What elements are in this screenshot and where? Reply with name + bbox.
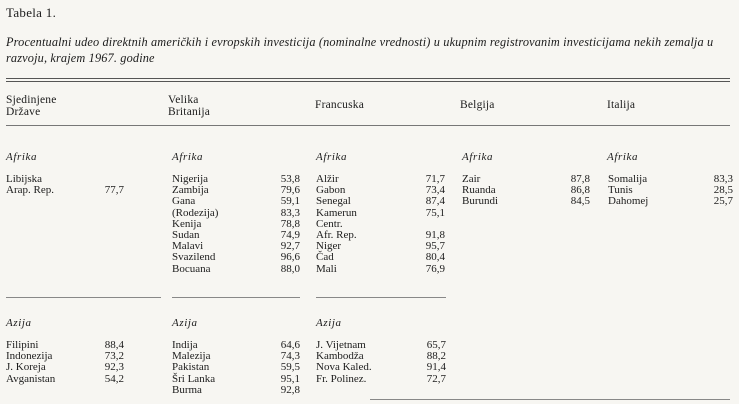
country-name: J. Koreja	[6, 361, 46, 374]
header-rule	[6, 125, 730, 126]
africa-list-velika-britanija	[172, 174, 300, 275]
column-header-velika-britanija: Velika Britanija	[168, 94, 211, 118]
country-name: Somalija	[608, 173, 648, 185]
table-row	[316, 196, 445, 207]
investment-share-value: 74,9	[280, 228, 300, 241]
country-name: Indonezija	[6, 350, 53, 363]
country-name: Zair	[462, 173, 481, 185]
investment-share-value: 71,7	[425, 173, 445, 185]
investment-share-value: 74,3	[280, 350, 300, 363]
investment-share-value: 73,2	[104, 350, 124, 363]
country-name: Burundi	[462, 195, 499, 208]
country-name: Kambodža	[316, 350, 364, 363]
investment-share-value: 95,7	[425, 240, 445, 253]
investment-share-value: 88,4	[104, 339, 124, 351]
table-row	[172, 264, 300, 275]
investment-share-value: 28,5	[713, 184, 733, 197]
investment-share-value: 65,7	[426, 339, 446, 351]
investment-share-value: 87,4	[425, 195, 445, 208]
region-label-asia: Azija	[172, 317, 198, 329]
investment-share-value: 53,8	[280, 173, 300, 185]
country-name: Fr. Polinez.	[316, 372, 367, 385]
investment-share-value: 73,4	[425, 184, 445, 197]
country-name: Ruanda	[462, 184, 496, 197]
investment-share-value: 88,0	[280, 262, 300, 275]
region-label-africa: Afrika	[462, 151, 494, 163]
investment-share-value: 79,6	[280, 184, 300, 197]
country-name: Nova Kaled.	[316, 361, 372, 374]
country-name: Libijska	[6, 173, 43, 185]
country-name: Kenija	[172, 217, 202, 230]
africa-list-italija	[608, 174, 733, 208]
column-header-belgija: Belgija	[460, 99, 495, 111]
table-row	[316, 374, 446, 385]
investment-share-value: 95,1	[280, 372, 300, 385]
section-rule	[6, 297, 161, 298]
investment-share-value: 75,1	[425, 206, 445, 219]
country-name: Burma	[172, 383, 202, 396]
country-name: Avganistan	[6, 372, 56, 385]
country-name: Centr.	[316, 217, 343, 230]
country-name: Malezija	[172, 350, 211, 363]
investment-share-value: 83,3	[280, 206, 300, 219]
asia-list-francuska	[316, 340, 446, 385]
country-name: Mali	[316, 262, 337, 275]
top-rule	[6, 78, 730, 79]
country-name: Tunis	[608, 184, 633, 197]
investment-share-value: 87,8	[570, 173, 590, 185]
country-name: Zambija	[172, 184, 209, 197]
investment-share-value: 86,8	[570, 184, 590, 197]
investment-share-value: 91,4	[426, 361, 446, 374]
table-row	[6, 185, 124, 196]
country-name: (Rodezija)	[172, 206, 219, 219]
region-label-africa: Afrika	[6, 151, 38, 163]
investment-share-value: 88,2	[426, 350, 446, 363]
country-name: Nigerija	[172, 173, 209, 185]
section-rule	[172, 297, 300, 298]
table-row	[172, 362, 300, 373]
investment-share-value: 72,7	[426, 372, 446, 385]
investment-share-value: 59,1	[280, 195, 300, 208]
africa-list-sad	[6, 174, 124, 196]
investment-share-value: 92,7	[280, 240, 300, 253]
investment-share-value: 96,6	[280, 251, 300, 264]
country-name: Filipini	[6, 339, 39, 351]
investment-share-value: 91,8	[425, 228, 445, 241]
table-row	[6, 374, 124, 385]
table-row	[316, 264, 445, 275]
table-row	[172, 252, 300, 263]
table-caption: Procentualni udeo direktnih američkih i evropskih investicija (nominalne vrednosti) u ukupnim registrovanim investicijama nekih zemalja u razvoju, krajem 1967. godine	[6, 35, 714, 65]
country-name: Senegal	[316, 195, 351, 208]
investment-share-value: 77,7	[104, 184, 124, 197]
bottom-rule	[370, 399, 730, 400]
table-row	[172, 196, 300, 207]
investment-share-value: 92,8	[280, 383, 300, 396]
country-name: Gana	[172, 195, 196, 208]
column-header-italija: Italija	[607, 99, 636, 111]
investment-share-value: 59,5	[280, 361, 300, 374]
top-rule-double	[6, 81, 730, 82]
table-row	[6, 362, 124, 373]
column-header-sad: Sjedinjene Države	[6, 94, 57, 118]
country-name: Niger	[316, 240, 342, 253]
investment-share-value: 64,6	[280, 339, 300, 351]
africa-list-belgija	[462, 174, 590, 208]
investment-share-value: 76,9	[425, 262, 445, 275]
table-row	[462, 196, 590, 207]
country-name: Svazilend	[172, 251, 216, 264]
investment-share-value: 84,5	[570, 195, 590, 208]
investment-share-value: 78,8	[280, 217, 300, 230]
region-label-africa: Afrika	[316, 151, 348, 163]
table-row	[172, 385, 300, 396]
country-name: Dahomej	[608, 195, 649, 208]
africa-list-francuska	[316, 174, 445, 275]
country-name: J. Vijetnam	[316, 339, 366, 351]
country-name: Malavi	[172, 240, 204, 253]
section-rule	[316, 297, 446, 298]
region-label-asia: Azija	[6, 317, 32, 329]
table-label: Tabela 1.	[6, 5, 57, 20]
asia-list-sad	[6, 340, 124, 385]
country-name: Gabon	[316, 184, 346, 197]
country-name: Kamerun	[316, 206, 357, 219]
table-row	[316, 362, 446, 373]
investment-share-value: 83,3	[713, 173, 733, 185]
region-label-africa: Afrika	[607, 151, 639, 163]
investment-share-value: 92,3	[104, 361, 124, 374]
country-name: Pakistan	[172, 361, 210, 374]
column-header-francuska: Francuska	[315, 99, 365, 111]
table-row	[608, 196, 733, 207]
country-name: Bocuana	[172, 262, 211, 275]
country-name: Čad	[316, 251, 334, 264]
investment-share-value: 80,4	[425, 251, 445, 264]
country-name: Alžir	[316, 173, 339, 185]
country-name: Afr. Rep.	[316, 228, 357, 241]
table-row	[316, 252, 445, 263]
country-name: Sudan	[172, 228, 200, 241]
region-label-africa: Afrika	[172, 151, 204, 163]
investment-share-value: 54,2	[104, 372, 124, 385]
asia-list-velika-britanija	[172, 340, 300, 396]
country-name: Indija	[172, 339, 198, 351]
country-name: Arap. Rep.	[6, 184, 54, 197]
country-name: Šri Lanka	[172, 372, 216, 385]
region-label-asia: Azija	[316, 317, 342, 329]
investment-share-value: 25,7	[713, 195, 733, 208]
